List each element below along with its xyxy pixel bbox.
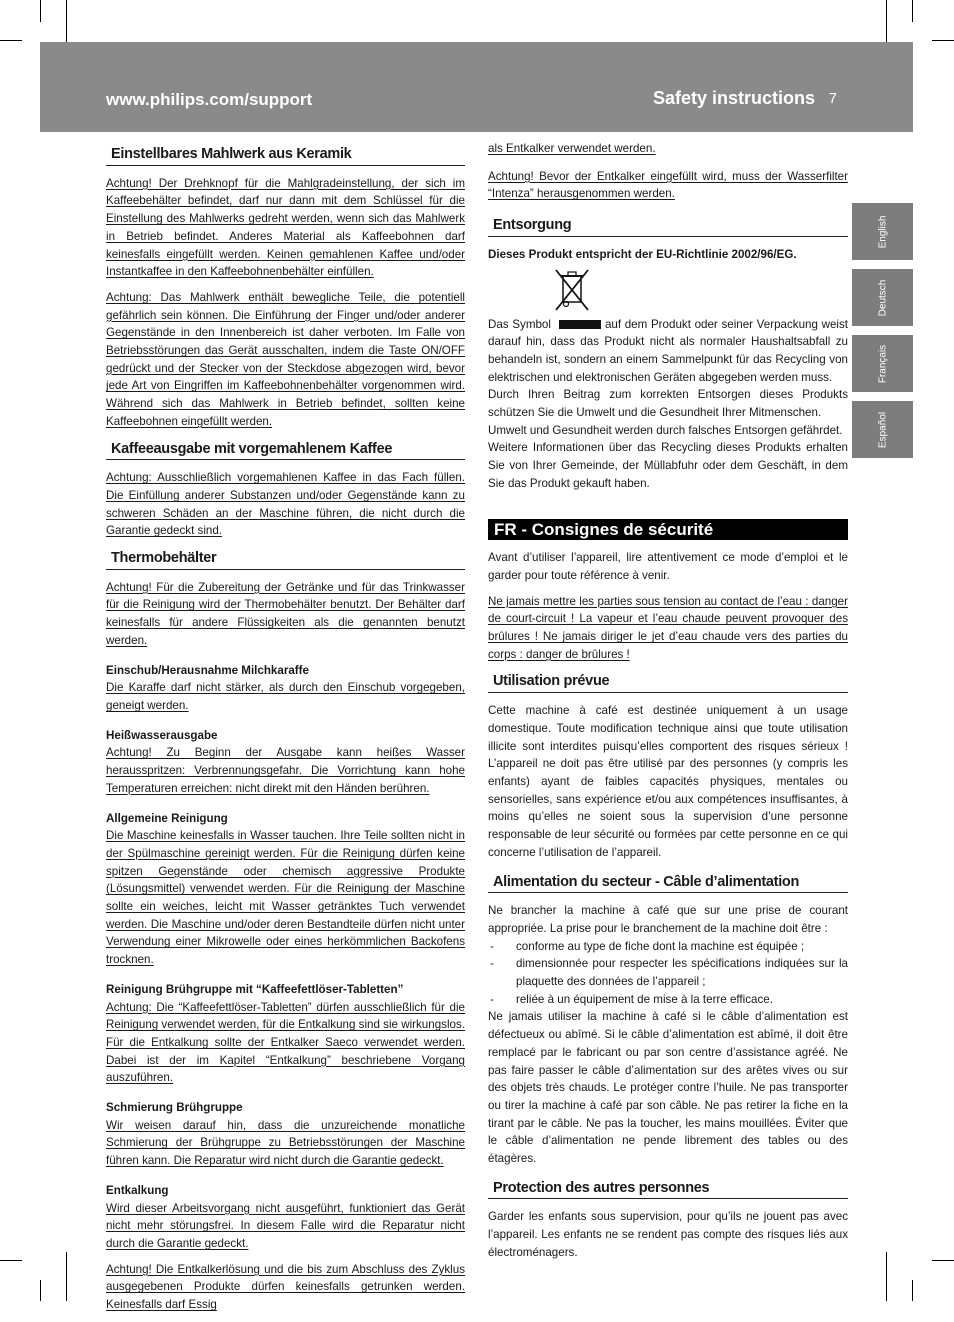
section-title: Alimentation du secteur - Câble d’alimentation — [488, 874, 848, 894]
language-section-banner: FR - Consignes de sécurité — [488, 519, 848, 541]
warning-paragraph: Achtung! Der Drehknopf für die Mahlgradeinstellung, der sich im Kaffeebehälter befindet, darf nur dann mit dem Schlüssel für die Einstellung des Mahlwerks gedreht werden, wenn sich das Mahlwerk in Betrieb befindet. Anderes Material als Kaffeebohnen darf keinesfalls eingefüllt werden. Keinen gemahlenen Kaffee und/oder Instantkaffee in den Kaffeebohnenbehälter einfüllen. — [106, 176, 465, 279]
left-column — [106, 140, 465, 1322]
section-title: Utilisation prévue — [488, 673, 848, 693]
symbol-text: auf dem Produkt oder seiner Verpackung weist darauf hin, dass das Produkt nicht als normaler Haushaltsabfall zu behandeln ist, sondern an einem Sammelpunkt für das Recycling von elektrischen und elektronischen Geräten abgegeben werden muss. — [488, 317, 849, 384]
crop-mark — [932, 40, 954, 41]
crop-mark — [912, 1280, 913, 1301]
warning-paragraph: als Entkalker verwendet werden. — [488, 142, 656, 155]
crossed-out-bin-icon — [552, 268, 592, 312]
subsection-title: Heißwasserausgabe — [106, 728, 218, 742]
warning-paragraph: Achtung: Die “Kaffeefettlöser-Tabletten” dürfen ausschließlich für die Reinigung verwendet werden, für die Entkalkung sind sie wirkungslos. Für die Entkalkung sollte der Entkalker Saeco verwendet werden. Dabei ist der im Kapitel “Entkalkung” beschriebene Vorgang auszuführen. — [106, 1000, 465, 1085]
warning-paragraph: Achtung: Ausschließlich vorgemahlenen Kaffee in das Fach füllen. Die Einfüllung anderer Substanzen und/oder Gegenstände kann zu schweren Schäden an der Maschine führen, die nicht durch die Garantie gedeckt sind. — [106, 471, 465, 538]
list-item: - dimensionnée pour respecter les spécifications indiquées sur la plaquette des données de l’appareil ; — [488, 955, 848, 990]
section-title: Protection des autres personnes — [488, 1180, 848, 1200]
crop-mark — [886, 1252, 887, 1301]
section-title: Kaffeeausgabe mit vorgemahlenem Kaffee — [106, 441, 465, 461]
subsection-title: Entkalkung — [106, 1183, 169, 1197]
symbol-label: Das Symbol — [488, 317, 551, 331]
subsection-title: Reinigung Brühgruppe mit “Kaffeefettlöser-Tabletten” — [106, 982, 404, 996]
warning-paragraph: Wird dieser Arbeitsvorgang nicht ausgeführt, funktioniert das Gerät nicht mehr störungsfrei. In diesem Falle wird die Reparatur nicht durch die Garantie gedeckt. — [106, 1201, 465, 1250]
language-tab-label: English — [877, 215, 888, 248]
underline-bar-symbol — [559, 320, 601, 329]
page-number: 7 — [828, 90, 837, 107]
support-url[interactable]: www.philips.com/support — [106, 90, 313, 109]
page-header — [40, 42, 913, 132]
body-paragraph: Ne jamais utiliser la machine à café si le câble d’alimentation est défectueux ou abîmé. Si le câble d’alimentation est abîmé, il doit être remplacé par le fabricant ou par son centre d’assistance agréé. Ne pas faire passer le câble d’alimentation sur des arêtes vives ou sur des objets très chauds. Le protéger contre l’huile. Ne pas transporter ou tirer la machine à café par son câble. Ne pas retirer la fiche en la tirant par le câble. Ne pas la toucher, les mains mouillées. Éviter que le câble d’alimentation ne pende librement des tables ou des étagères. — [488, 1010, 848, 1166]
warning-paragraph: Die Karaffe darf nicht stärker, als durch den Einschub vorgegeben, geneigt werden. — [106, 681, 465, 712]
body-paragraph: Cette machine à café est destinée uniquement à un usage domestique. Toute modification technique ainsi que toute utilisation illicite sont interdites puisqu’elles comportent des risques sérieux ! L’appareil ne doit pas être utilisé par des personnes (y compris les enfants) ayant de faibles capacités physiques, mentales ou sensorielles, sans expérience et/ou aux compétences insuffisantes, à moins qu’elles ne soient sous la supervision d’une personne responsable de leur sécurité ou formées par cette personne en ce qui concerne l’utilisation de l’appareil. — [488, 704, 848, 859]
language-tab-espanol[interactable] — [852, 401, 913, 458]
section-title: Einstellbares Mahlwerk aus Keramik — [106, 146, 465, 166]
crop-mark — [40, 0, 41, 22]
language-tab-label: Deutsch — [877, 279, 888, 316]
language-tab-deutsch[interactable] — [852, 269, 913, 326]
disposal-paragraph: Durch Ihren Beitrag zum korrekten Entsorgen dieses Produkts schützen Sie die Umwelt und die Gesundheit Ihrer Mitmenschen. — [488, 388, 848, 420]
right-column — [488, 140, 848, 1262]
warning-paragraph: Achtung: Das Mahlwerk enthält bewegliche Teile, die potentiell gefährlich sein können. Die Einführung der Finger und/oder anderer Gegenstände in den Innenbereich ist daher verboten. Im Falle von Betriebsstörungen das Gerät ausschalten, indem die Taste ON/OFF gedrückt und der Stecker von der Steckdose abgezogen wird, bevor jede Art von Eingriffen im Kaffeebohnenbehälter vorgenommen wird. Während sich das Mahlwerk in Betrieb befindet, sollten keine Kaffeebohnen eingefüllt werden. — [106, 290, 465, 428]
warning-paragraph: Ne jamais mettre les parties sous tension au contact de l’eau : danger de court-circuit ! La vapeur et l’eau chaude peuvent provoquer des brûlures ! Ne jamais diriger le jet d’eau chaude vers des parties du corps : danger de brûlures ! — [488, 594, 848, 661]
warning-paragraph: Achtung! Die Entkalkerlösung und die bis zum Abschluss des Zyklus ausgegebenen Produkte dürfen keinesfalls getrunken werden. Keinesfalls darf Essig — [106, 1262, 465, 1312]
body-paragraph: Garder les enfants sous supervision, pour qu’ils ne jouent pas avec l’appareil. Les enfants ne se rendent pas compte des risques liés aux électroménagers. — [488, 1210, 848, 1259]
crop-mark — [912, 0, 913, 22]
language-tab-english[interactable] — [852, 203, 913, 260]
crop-mark — [932, 1260, 954, 1261]
crop-mark — [0, 40, 22, 41]
language-tab-francais[interactable] — [852, 335, 913, 392]
language-tab-label: Español — [877, 411, 888, 448]
disposal-paragraph — [488, 316, 848, 387]
warning-paragraph: Achtung! Zu Beginn der Ausgabe kann heißes Wasser herausspritzen: Verbrennungsgefahr. Die Vorrichtung kann hohe Temperaturen erreichen: nicht direkt mit den Händen berühren. — [106, 746, 465, 795]
body-paragraph: Ne brancher la machine à café que sur une prise de courant appropriée. La prise pour le branchement de la machine doit être : — [488, 904, 848, 935]
warning-paragraph: Achtung! Bevor der Entkalker eingefüllt wird, muss der Wasserfilter “Intenza” herausgenommen werden. — [488, 169, 848, 201]
warning-paragraph: Achtung! Für die Zubereitung der Getränke und für das Trinkwasser für die Reinigung wird der Thermobehälter benutzt. Der Behälter darf keinesfalls für andere Flüssigkeiten als die genannten benutzt werden. — [106, 580, 465, 647]
section-title: Entsorgung — [488, 217, 848, 237]
section-title: Thermobehälter — [106, 550, 465, 570]
list-item: - reliée à un équipement de mise à la terre efficace. — [488, 991, 848, 1009]
subsection-title: Allgemeine Reinigung — [106, 811, 228, 825]
disposal-paragraph: Umwelt und Gesundheit werden durch falsches Entsorgen gefährdet. — [488, 423, 843, 437]
requirements-list — [488, 938, 848, 1009]
warning-paragraph: Wir weisen darauf hin, dass die unzureichende monatliche Schmierung der Brühgruppe zu Betriebsstörungen der Maschine führen kann. Die Reparatur wird nicht durch die Garantie gedeckt. — [106, 1118, 465, 1168]
directive-text: Dieses Produkt entspricht der EU-Richtlinie 2002/96/EG. — [488, 247, 797, 261]
header-title: Safety instructions — [652, 88, 815, 108]
crop-mark — [66, 1252, 67, 1301]
intro-paragraph: Avant d’utiliser l’appareil, lire attentivement ce mode d’emploi et le garder pour toute référence à venir. — [488, 551, 848, 582]
crop-mark — [0, 1260, 22, 1261]
subsection-title: Einschub/Herausnahme Milchkaraffe — [106, 663, 309, 677]
warning-paragraph: Die Maschine keinesfalls in Wasser tauchen. Ihre Teile sollten nicht in der Spülmaschine gereinigt werden. Für die Reinigung dürfen keine spitzen Gegenstände oder chemisch aggressive Produkte (Lösungsmittel) verwendet werden. Für die Reinigung der Maschine sollte ein weiches, leicht mit Wasser getränktes Tuch verwendet werden. Die Maschine und/oder deren Bestandteile dürfen nicht unter Verwendung einer Mikrowelle oder eines herkömmlichen Backofens trocknen. — [106, 829, 465, 967]
list-item: - conforme au type de fiche dont la machine est équipée ; — [488, 938, 848, 956]
language-tab-label: Français — [877, 344, 888, 383]
disposal-paragraph: Weitere Informationen über das Recycling dieses Produkts erhalten Sie von Ihrer Gemeinde, der Müllabfuhr oder dem Geschäft, in dem Sie das Produkt gekauft haben. — [488, 441, 848, 490]
crop-mark — [40, 1280, 41, 1301]
subsection-title: Schmierung Brühgruppe — [106, 1101, 243, 1115]
